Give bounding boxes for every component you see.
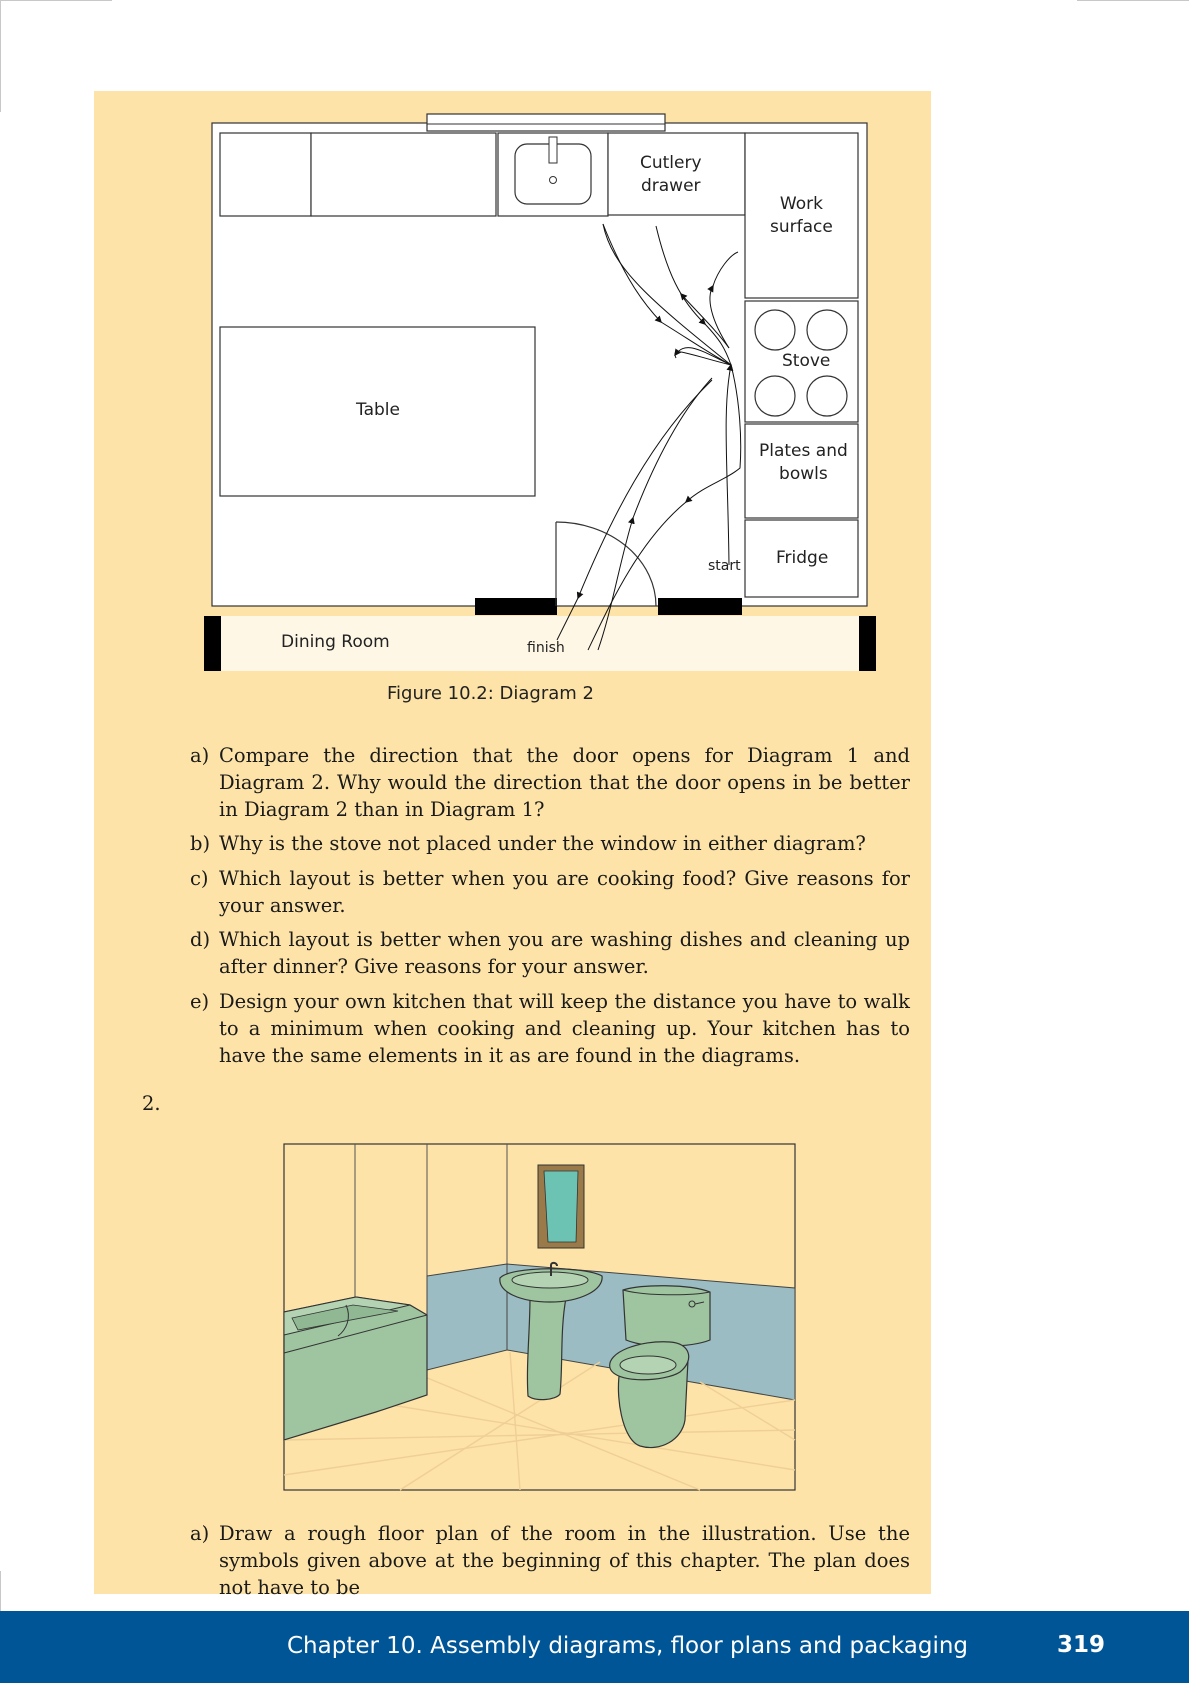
- question-e: e) Design your own kitchen that will keep the distance you have to walk to a minimum when cooking and cleaning up. Your kitchen has to have the same elements in it as are found in the diagrams.: [190, 990, 910, 1067]
- page-number: 319: [1057, 1632, 1106, 1658]
- chapter-title: Chapter 10. Assembly diagrams, floor plans and packaging: [287, 1633, 969, 1659]
- cutlery-drawer-label: Cutlery drawer: [640, 153, 702, 196]
- fridge-label: Fridge: [776, 548, 829, 568]
- stove-label: Stove: [782, 351, 831, 371]
- question-a: a) Compare the direction that the door opens for Diagram 1 and Diagram 2. Why would the direction that the door opens in be better in Diagram 2 than in Diagram 1?: [190, 744, 910, 821]
- start-label: start: [708, 558, 741, 574]
- crop-mark: [0, 1571, 1, 1611]
- plates-bowls-label: Plates and bowls: [759, 441, 848, 484]
- finish-label: finish: [527, 640, 565, 656]
- question-c: c) Which layout is better when you are cooking food? Give reasons for your answer.: [190, 867, 910, 917]
- work-surface-label: Work surface: [770, 194, 833, 237]
- dining-room-label: Dining Room: [281, 632, 390, 652]
- mirror-glass: [544, 1171, 578, 1242]
- question-b: b) Why is the stove not placed under the window in either diagram?: [190, 832, 866, 855]
- table-label: Table: [356, 400, 400, 420]
- basin-pedestal: [527, 1298, 566, 1400]
- question-2a: a) Draw a rough floor plan of the room in the illustration. Use the symbols given above at the beginning of this chapter. The plan does not have to be: [190, 1522, 910, 1599]
- figure-caption: Figure 10.2: Diagram 2: [387, 683, 594, 704]
- question-d: d) Which layout is better when you are washing dishes and cleaning up after dinner? Give reasons for your answer.: [190, 928, 910, 978]
- exercise-number: 2.: [142, 1092, 161, 1115]
